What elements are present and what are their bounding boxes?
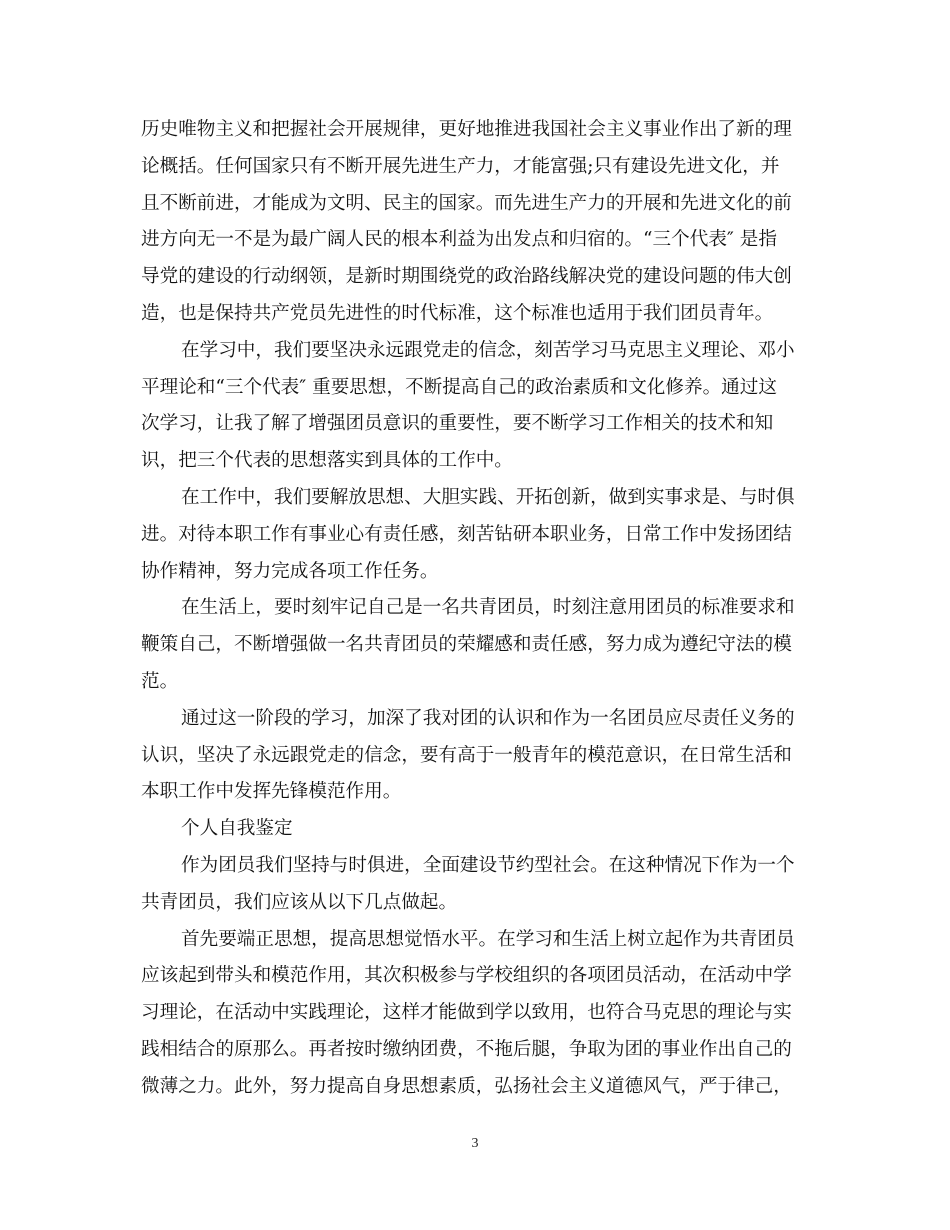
text-line: 进方向无一不是为最广阔人民的根本利益为出发点和归宿的。“三个代表″ 是指 bbox=[141, 229, 777, 251]
text-line: 微薄之力。此外，努力提高自身思想素质，弘扬社会主义道德风气，严于律己， bbox=[141, 1075, 792, 1097]
text-line: 鞭策自己，不断增强做一名共青团员的荣耀感和责任感，努力成为遵纪守法的模 bbox=[141, 634, 792, 656]
paragraph-start-line: 作为团员我们坚持与时俱进，全面建设节约型社会。在这种情况下作为一个 bbox=[181, 854, 795, 876]
text-line: 本职工作中发挥先锋模范作用。 bbox=[141, 781, 402, 803]
text-line: 识，把三个代表的思想落实到具体的工作中。 bbox=[141, 450, 513, 472]
text-line: 导党的建设的行动纲领，是新时期围绕党的政治路线解决党的建设问题的伟大创 bbox=[141, 266, 792, 288]
paragraph-start-line: 在学习中，我们要坚决永远跟党走的信念，刻苦学习马克思主义理论、邓小 bbox=[181, 339, 795, 361]
paragraph-start-line: 通过这一阶段的学习，加深了我对团的认识和作为一名团员应尽责任义务的 bbox=[181, 707, 795, 729]
text-line: 共青团员，我们应该从以下几点做起。 bbox=[141, 891, 458, 913]
text-line: 践相结合的原那么。再者按时缴纳团费，不拖后腿，争取为团的事业作出自己的 bbox=[141, 1038, 792, 1060]
text-line: 且不断前进，才能成为文明、民主的国家。而先进生产力的开展和先进文化的前 bbox=[141, 192, 792, 214]
text-line: 造，也是保持共产党员先进性的时代标准，这个标准也适用于我们团员青年。 bbox=[141, 302, 774, 324]
text-line: 协作精神，努力完成各项工作任务。 bbox=[141, 560, 439, 582]
text-line: 认识，坚决了永远跟党走的信念，要有高于一般青年的模范意识，在日常生活和 bbox=[141, 744, 792, 766]
text-line: 习理论，在活动中实践理论，这样才能做到学以致用，也符合马克思的理论与实 bbox=[141, 1002, 792, 1024]
text-line: 进。对待本职工作有事业心有责任感，刻苦钻研本职业务，日常工作中发扬团结 bbox=[141, 523, 792, 545]
paragraph-start-line: 在生活上，要时刻牢记自己是一名共青团员，时刻注意用团员的标准要求和 bbox=[181, 597, 795, 619]
document-body bbox=[141, 112, 801, 1106]
section-heading: 个人自我鉴定 bbox=[181, 818, 293, 840]
text-line: 次学习，让我了解了增强团员意识的重要性，要不断学习工作相关的技术和知 bbox=[141, 413, 774, 435]
text-line: 平理论和“三个代表″ 重要思想，不断提高自己的政治素质和文化修养。通过这 bbox=[141, 376, 777, 398]
paragraph-start-line: 首先要端正思想，提高思想觉悟水平。在学习和生活上树立起作为共青团员 bbox=[181, 928, 795, 950]
text-line: 范。 bbox=[141, 670, 179, 692]
text-line: 应该起到带头和模范作用，其次积极参与学校组织的各项团员活动，在活动中学 bbox=[141, 965, 792, 987]
text-line: 论概括。任何国家只有不断开展先进生产力，才能富强;只有建设先进文化，并 bbox=[141, 155, 780, 177]
text-line: 历史唯物主义和把握社会开展规律，更好地推进我国社会主义事业作出了新的理 bbox=[141, 119, 792, 140]
paragraph-start-line: 在工作中，我们要解放思想、大胆实践、开拓创新，做到实事求是、与时俱 bbox=[181, 486, 795, 508]
page-number: 3 bbox=[471, 1136, 479, 1151]
